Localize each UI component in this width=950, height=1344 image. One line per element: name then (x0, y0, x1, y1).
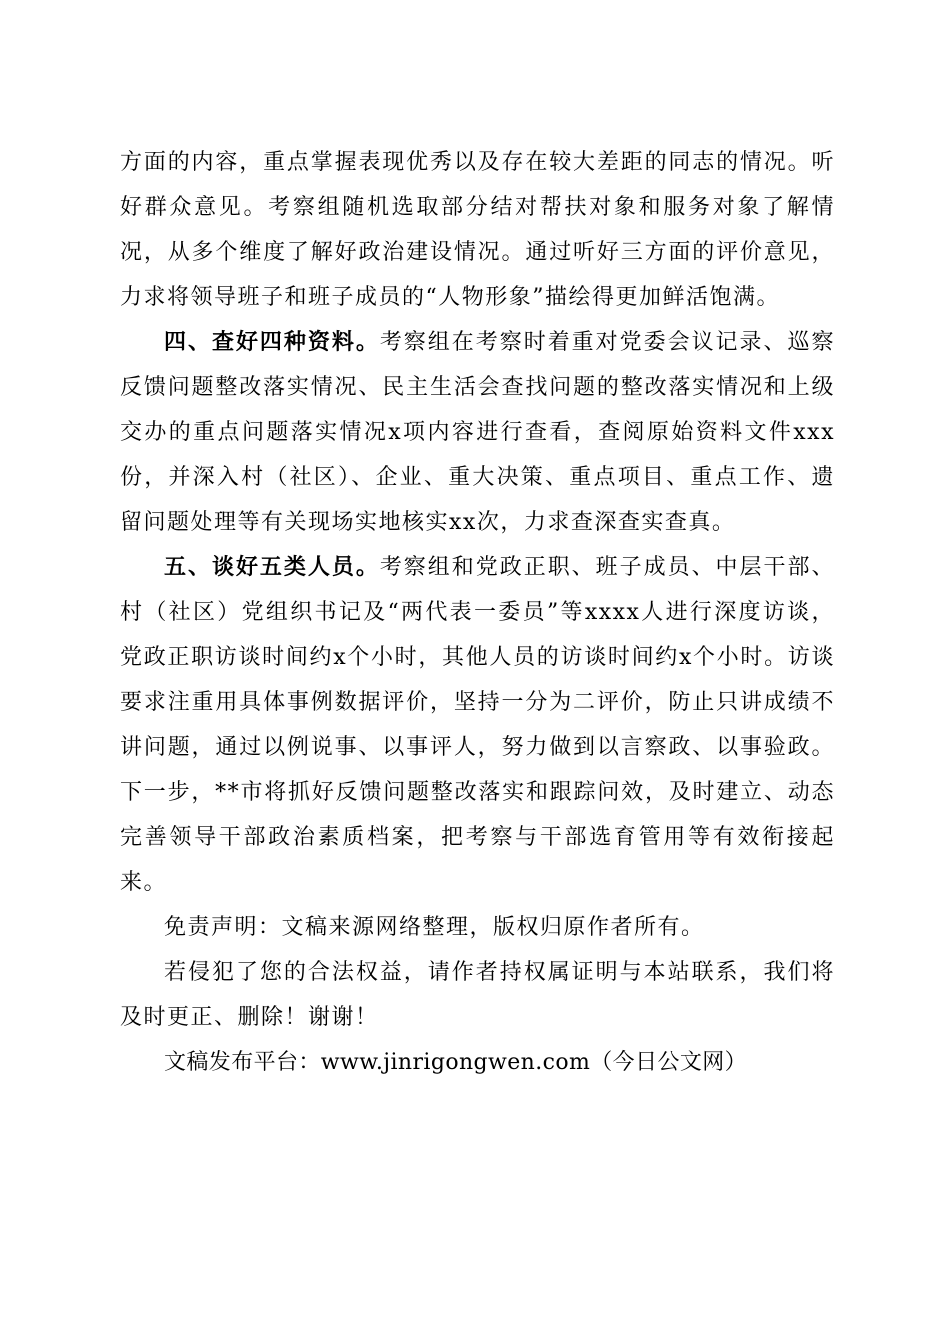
section-four-heading: 四、查好四种资料。 (164, 329, 380, 355)
section-four-body: 考察组在考察时着重对党委会议记录、巡察反馈问题整改落实情况、民主生活会查找问题的整改落实情况和上级交办的重点问题落实情况x项内容进行查看，查阅原始资料文件xxx份，并深入村（社区）、企业、重大决策、重点项目、重点工作、遗留问题处理等有关现场实地核实xx次，力求查深查实查真。 (120, 330, 835, 535)
section-five-heading: 五、谈好五类人员。 (164, 554, 380, 580)
document-body (120, 140, 835, 1085)
publishing-platform: 文稿发布平台：www.jinrigongwen.com（今日公文网） (164, 1050, 748, 1075)
paragraph-section-four (120, 320, 835, 545)
infringement-notice: 若侵犯了您的合法权益，请作者持权属证明与本站联系，我们将及时更正、删除！谢谢！ (120, 960, 835, 1030)
paragraph-opinions: 方面的内容，重点掌握表现优秀以及存在较大差距的同志的情况。听好群众意见。考察组随机选取部分结对帮扶对象和服务对象了解情况，从多个维度了解好政治建设情况。通过听好三方面的评价意见，力求将领导班子和班子成员的“人物形象”描绘得更加鲜活饱满。 (120, 150, 835, 310)
paragraph-section-five (120, 545, 835, 905)
disclaimer-text: 免责声明：文稿来源网络整理，版权归原作者所有。 (164, 915, 705, 940)
section-five-body: 考察组和党政正职、班子成员、中层干部、村（社区）党组织书记及“两代表一委员”等xxxx人进行深度访谈，党政正职访谈时间约x个小时，其他人员的访谈时间约x个小时。访谈要求注重用具体事例数据评价，坚持一分为二评价，防止只讲成绩不讲问题，通过以例说事、以事评人，努力做到以言察政、以事验政。下一步，**市将抓好反馈问题整改落实和跟踪问效，及时建立、动态完善领导干部政治素质档案，把考察与干部选育管用等有效衔接起来。 (120, 555, 835, 895)
